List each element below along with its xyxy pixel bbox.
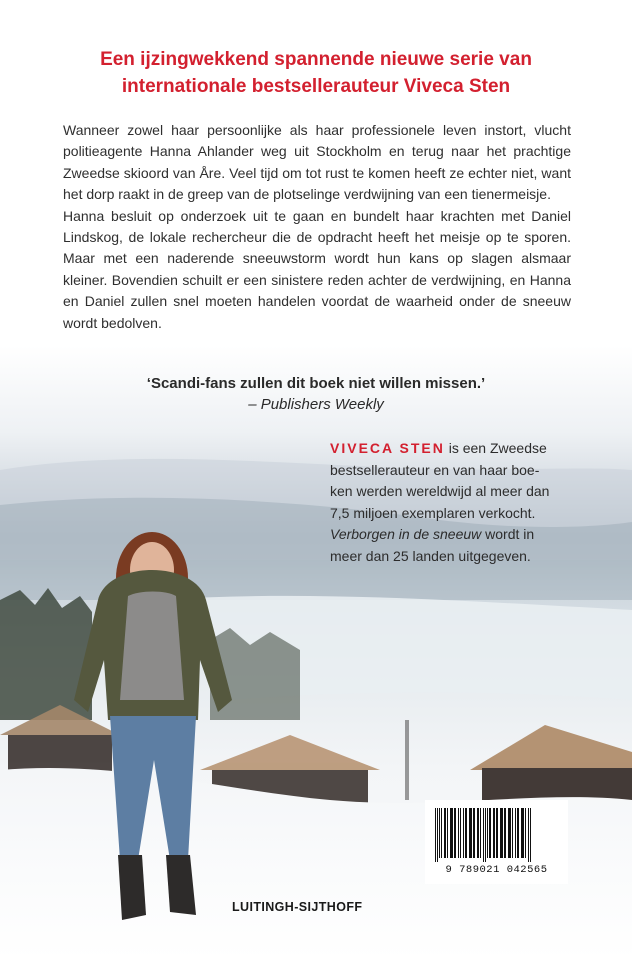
barcode-bar <box>512 808 513 858</box>
author-bio-line-2: bestsellerauteur en van haar boe- <box>330 461 540 478</box>
barcode-bar <box>435 808 436 862</box>
headline-line-1: Een ijzingwekkend spannende nieuwe serie van <box>100 49 532 70</box>
author-name: VIVECA STEN <box>330 440 445 456</box>
publisher-logo: LUITINGH-SIJTHOFF <box>232 900 363 914</box>
isbn-barcode <box>425 800 568 884</box>
author-bio-line-6: meer dan 25 landen uitgegeven. <box>330 547 531 564</box>
barcode-bar <box>439 808 440 858</box>
book-title: Verborgen in de sneeuw <box>330 526 482 542</box>
barcode-bar <box>500 808 503 858</box>
barcode-bar <box>515 808 516 858</box>
barcode-bar <box>463 808 464 858</box>
synopsis-paragraph-1: Wanneer zowel haar persoonlijke als haar professionele leven instort, vlucht politieagente Hanna Ahlander weg uit Stockholm en terug naar het prachtige Zweedse skioord van Åre. Veel tijd om tot rust te komen heeft ze echter niet, want het dorp raakt in de greep van de plotselinge verdwijning van een tienermeisje. <box>63 122 571 203</box>
barcode-bar <box>504 808 506 858</box>
author-bio-line-5: wordt in <box>481 526 535 542</box>
barcode-bar <box>437 808 438 862</box>
barcode-bar <box>489 808 491 858</box>
barcode-bar <box>450 808 453 858</box>
author-bio-line-1: is een Zweedse <box>444 440 547 456</box>
barcode-bar <box>447 808 448 858</box>
headline-line-2: internationale bestsellerauteur Viveca Sten <box>121 76 511 97</box>
barcode-bar <box>480 808 481 858</box>
barcode-bar <box>508 808 511 858</box>
barcode-bar <box>469 808 472 858</box>
barcode-bar <box>487 808 488 858</box>
barcode-bar <box>454 808 456 858</box>
isbn-number: 9 789021 042565 <box>445 864 548 876</box>
barcode-bar <box>458 808 459 858</box>
headline <box>20 46 612 100</box>
barcode-bar <box>485 808 486 862</box>
barcode-bar <box>530 808 531 862</box>
barcode-bar <box>496 808 498 858</box>
author-bio <box>330 438 610 567</box>
quote-source: – Publishers Weekly <box>248 396 384 413</box>
barcode-bar <box>473 808 475 858</box>
review-quote <box>20 373 612 415</box>
barcode-bar <box>444 808 446 858</box>
barcode-bar <box>460 808 461 858</box>
author-bio-line-3: ken werden wereldwijd al meer dan <box>330 483 550 499</box>
barcode-bar <box>528 808 529 862</box>
quote-text: ‘Scandi-fans zullen dit boek niet willen missen.’ <box>146 375 486 392</box>
barcode-bar <box>477 808 479 858</box>
synopsis-paragraph-2: Hanna besluit op onderzoek uit te gaan en bundelt haar krachten met Daniel Lindskog, de lokale rechercheur die de opdracht heeft het meisje op te sporen. Maar met een naderende sneeuwstorm wordt hun kans op slagen alsmaar kleiner. Bovendien schuilt er een sinistere reden achter de verdwijning, en Hanna en Daniel zullen snel moeten handelen voordat de waarheid onder de sneeuw wordt bedolven. <box>63 207 571 331</box>
barcode-bar <box>525 808 526 858</box>
barcode-bar <box>483 808 484 862</box>
barcode-bar <box>493 808 495 858</box>
author-bio-line-4: 7,5 miljoen exemplaren verkocht. <box>330 504 536 521</box>
barcode-bars <box>431 808 562 862</box>
barcode-bar <box>521 808 524 858</box>
barcode-bar <box>441 808 442 858</box>
barcode-bar <box>517 808 519 858</box>
barcode-bar <box>465 808 467 858</box>
synopsis <box>63 120 571 334</box>
